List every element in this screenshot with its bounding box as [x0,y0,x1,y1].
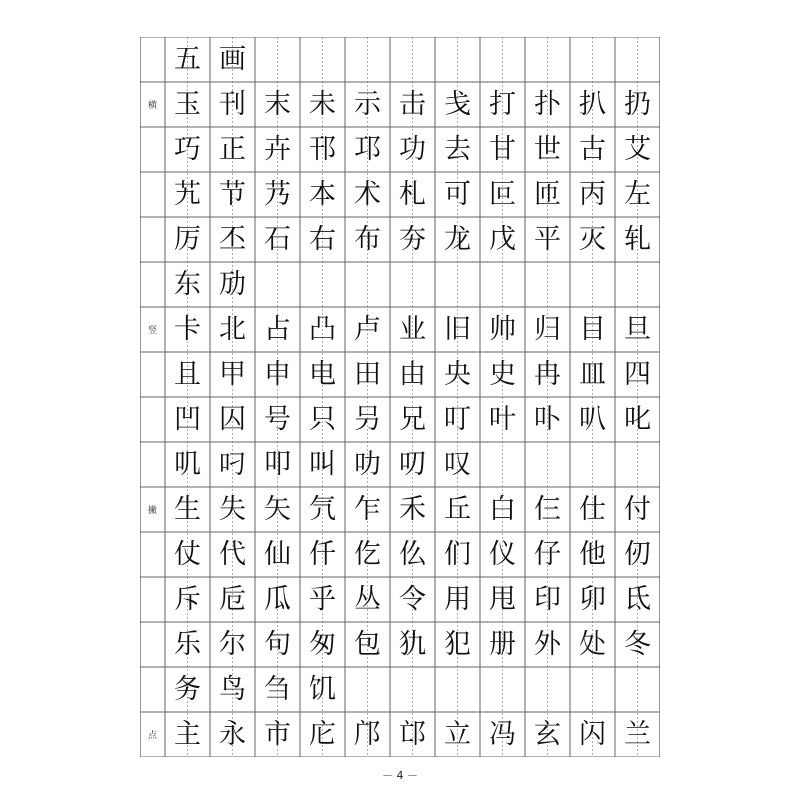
character-cell: 用 [444,584,471,615]
stroke-category-label: 横 [147,101,157,111]
character-cell: 叧 [354,404,381,435]
character-cell: 叫 [309,449,336,480]
character-cell [435,37,480,82]
character-cell: 平 [534,224,561,255]
character-cell [390,37,435,82]
character-cell: 市 [264,719,291,750]
character-cell: 包 [354,629,381,660]
grid-row [140,487,660,532]
character-cell: 付 [624,494,651,525]
character-cell: 邙 [399,719,426,750]
character-cell: 四 [624,359,651,390]
grid-row [140,307,660,352]
grid-row [140,532,660,577]
character-cell: 囚 [219,404,246,435]
stroke-category-label [140,667,165,712]
character-cell [480,37,525,82]
grid-row [140,442,660,487]
character-cell: 卯 [579,584,606,615]
character-cell: 世 [534,134,561,165]
character-cell: 冯 [489,719,516,750]
character-cell: 凹 [174,404,201,435]
character-cell: 艾 [624,134,651,165]
character-cell: 仔 [534,539,561,570]
character-cell: 叽 [174,449,201,480]
grid-row [140,127,660,172]
character-cell: 邝 [354,719,381,750]
character-cell: 旧 [444,314,471,345]
character-cell: 帅 [489,314,516,345]
character-cell: 乍 [354,494,381,525]
character-cell [300,37,345,82]
character-cell: 古 [579,134,606,165]
character-cell: 甘 [489,134,516,165]
grid-row [140,262,660,307]
character-cell: 甲 [219,359,246,390]
grid-row [140,217,660,262]
character-cell: 旦 [624,314,651,345]
character-cell: 打 [489,89,516,120]
character-cell: 斥 [174,584,201,615]
character-cell: 代 [219,539,246,570]
stroke-category-label: 撇 [147,506,157,516]
character-cell: 布 [354,224,381,255]
character-cell: 犯 [444,629,471,660]
character-cell: 卢 [354,314,381,345]
stroke-category-label [140,352,165,397]
character-cell [525,442,570,487]
character-cell: 节 [219,179,246,210]
character-cell [255,262,300,307]
grid-row [140,397,660,442]
character-cell: 史 [489,359,516,390]
character-cell: 田 [354,359,381,390]
character-cell: 申 [264,359,291,390]
character-cell [480,667,525,712]
character-cell: 丙 [579,179,606,210]
character-cell: 叵 [489,179,516,210]
character-cell [570,37,615,82]
character-cell: 龙 [444,224,471,255]
character-cell: 灭 [579,224,606,255]
character-cell: 兰 [624,719,651,750]
character-cell: 鸟 [219,674,246,705]
character-cell: 外 [534,629,561,660]
character-cell: 务 [174,674,201,705]
stroke-category-label [140,622,165,667]
character-cell: 刍 [264,674,291,705]
character-cell: 印 [534,584,561,615]
character-cell: 戋 [444,89,471,120]
character-cell: 尔 [219,629,246,660]
character-cell: 东 [174,269,201,300]
grid-row [140,172,660,217]
character-cell [480,442,525,487]
character-cell: 归 [534,314,561,345]
character-cell [345,262,390,307]
character-cell: 扒 [579,89,606,120]
character-cell: 叶 [489,404,516,435]
character-cell: 术 [354,179,381,210]
character-cell [300,262,345,307]
character-cell: 永 [219,719,246,750]
character-cell [570,442,615,487]
character-cell: 卮 [219,584,246,615]
character-cell: 叼 [219,449,246,480]
character-cell: 目 [579,314,606,345]
character-cell: 叨 [399,449,426,480]
character-cell: 轧 [624,224,651,255]
character-cell: 邗 [309,134,336,165]
character-cell: 氕 [309,494,336,525]
character-cell [390,262,435,307]
character-cell: 示 [354,89,381,120]
character-cell: 瓜 [264,584,291,615]
stroke-category-label [140,442,165,487]
character-cell: 央 [444,359,471,390]
character-cell: 卉 [264,134,291,165]
character-cell: 丛 [354,584,381,615]
stroke-category-label [140,532,165,577]
character-cell: 玉 [174,89,201,120]
character-cell: 丘 [444,494,471,525]
character-cell [570,667,615,712]
stroke-category-label [140,217,165,262]
character-cell: 犰 [399,629,426,660]
character-cell: 叱 [624,404,651,435]
character-cell: 札 [399,179,426,210]
character-cell: 处 [579,629,606,660]
character-cell: 厉 [174,224,201,255]
character-cell [435,667,480,712]
grid-row [140,37,660,82]
character-cell: 仨 [534,494,561,525]
character-cell [615,667,660,712]
stroke-category-label: 点 [147,731,157,741]
stroke-category-label [140,262,165,307]
character-cell: 玄 [534,719,561,750]
character-cell: 仞 [624,539,651,570]
character-cell: 饥 [309,674,336,705]
character-cell: 号 [264,404,291,435]
character-cell [615,262,660,307]
character-cell: 凸 [309,314,336,345]
character-cell: 劢 [219,269,246,300]
page-number: － 4 － [382,769,418,782]
character-cell: 句 [264,629,291,660]
character-cell [615,37,660,82]
character-cell: 册 [489,629,516,660]
grid-row [140,352,660,397]
character-cell: 戊 [489,224,516,255]
character-cell: 业 [399,314,426,345]
character-cell [525,667,570,712]
character-cell: 由 [399,359,426,390]
grid-row [140,82,660,127]
character-cell: 右 [309,224,336,255]
character-cell: 仙 [264,539,291,570]
character-cell: 功 [399,134,426,165]
character-cell: 北 [219,314,246,345]
grid-row [140,622,660,667]
character-cell: 刊 [219,89,246,120]
character-cell: 只 [309,404,336,435]
character-cell [525,262,570,307]
stroke-category-label [140,127,165,172]
character-cell: 击 [399,89,426,120]
character-cell: 主 [174,719,201,750]
character-cell [435,262,480,307]
character-cell [570,262,615,307]
character-cell: 失 [219,494,246,525]
character-cell: 叭 [579,404,606,435]
character-cell: 末 [264,89,291,120]
character-cell: 艿 [264,179,291,210]
character-cell: 艽 [174,179,201,210]
character-cell: 叮 [444,404,471,435]
character-cell: 邛 [354,134,381,165]
character-cell: 占 [264,314,291,345]
character-cell: 匝 [534,179,561,210]
character-cell: 庀 [309,719,336,750]
character-cell [390,667,435,712]
character-cell [255,37,300,82]
stroke-category-label: 竖 [147,326,157,336]
character-cell: 仡 [354,539,381,570]
character-cell: 他 [579,539,606,570]
stroke-category-label [140,577,165,622]
character-cell: 石 [264,224,291,255]
character-cell: 冬 [624,629,651,660]
character-cell: 画 [219,44,246,75]
character-cell [480,262,525,307]
character-cell: 乎 [309,584,336,615]
character-cell: 氐 [624,584,651,615]
character-cell: 丕 [219,224,246,255]
character-cell: 仟 [309,539,336,570]
character-cell: 去 [444,134,471,165]
character-cell [525,37,570,82]
character-cell: 白 [489,494,516,525]
character-cell [345,667,390,712]
character-cell: 立 [444,719,471,750]
character-cell: 令 [399,584,426,615]
character-cell: 生 [174,494,201,525]
character-cell: 叩 [264,449,291,480]
character-cell: 乐 [174,629,201,660]
character-cell: 仗 [174,539,201,570]
character-cell: 扑 [534,89,561,120]
character-cell: 正 [219,134,246,165]
practice-grid-sheet [140,37,660,757]
character-cell: 叹 [444,449,471,480]
character-cell: 冉 [534,359,561,390]
character-cell: 卡 [174,314,201,345]
character-cell: 仫 [399,539,426,570]
grid-row [140,712,660,757]
character-cell: 巧 [174,134,201,165]
character-cell: 可 [444,179,471,210]
character-cell: 们 [444,539,471,570]
character-cell: 扔 [624,89,651,120]
character-cell: 且 [174,359,201,390]
character-cell: 仪 [489,539,516,570]
character-cell: 五 [174,44,201,75]
character-cell: 叻 [354,449,381,480]
grid-row [140,577,660,622]
character-cell: 闪 [579,719,606,750]
character-cell: 禾 [399,494,426,525]
character-cell: 兄 [399,404,426,435]
stroke-category-label [140,397,165,442]
stroke-category-label [140,37,165,82]
character-cell: 本 [309,179,336,210]
character-cell: 未 [309,89,336,120]
stroke-category-label [140,172,165,217]
character-cell: 仕 [579,494,606,525]
character-cell: 甩 [489,584,516,615]
character-cell: 左 [624,179,651,210]
character-cell: 皿 [579,359,606,390]
character-cell: 夯 [399,224,426,255]
character-cell [345,37,390,82]
character-cell: 矢 [264,494,291,525]
grid-row [140,667,660,712]
character-cell: 电 [309,359,336,390]
character-cell: 卟 [534,404,561,435]
character-cell [615,442,660,487]
character-cell: 匆 [309,629,336,660]
